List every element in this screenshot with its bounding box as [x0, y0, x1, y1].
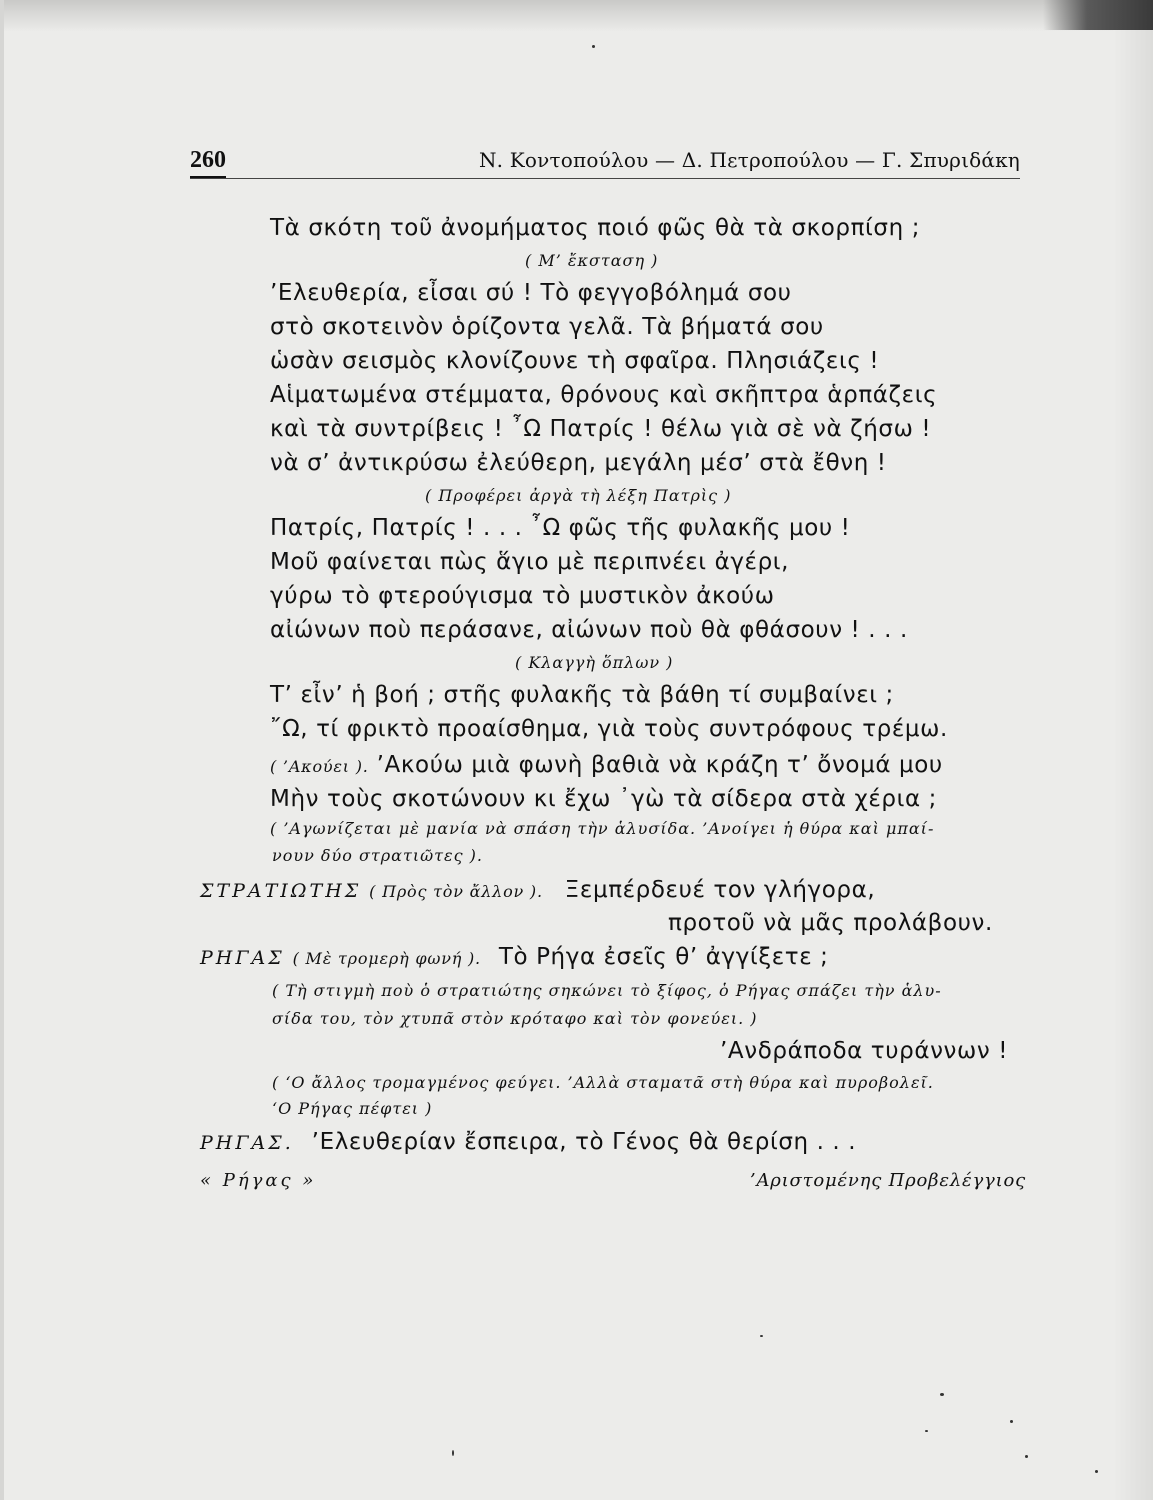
verse-line: γύρω τὸ φτερούγισμα τὸ μυστικὸν ἀκούω	[270, 583, 775, 609]
verse-line: ῎Ω, τί φρικτὸ προαίσθημα, γιὰ τοὺς συντρόφους τρέμω.	[270, 716, 948, 742]
dialogue-line	[200, 875, 875, 907]
stage-direction: ( Κλαγγὴ ὅπλων )	[515, 653, 674, 672]
dialogue-line	[200, 942, 829, 974]
stage-direction: ‘Ο Ρήγας πέφτει )	[272, 1099, 433, 1118]
page-number: 260	[190, 145, 226, 178]
speaker-name: ΡΗΓΑΣ	[200, 947, 285, 969]
scan-speck	[452, 1450, 454, 1456]
scan-speck	[760, 1335, 763, 1337]
header-rule	[190, 178, 1020, 179]
speaker-name: ΡΗΓΑΣ.	[200, 1132, 294, 1154]
scan-speck	[592, 45, 595, 48]
scan-corner-shadow	[1043, 0, 1153, 30]
speaker-name: ΣΤΡΑΤΙΩΤΗΣ	[200, 880, 362, 902]
stage-direction: νουν δύο στρατιῶτες ).	[272, 846, 483, 865]
stage-direction: σίδα του, τὸν χτυπᾶ στὸν κρόταφο καὶ τὸν φονεύει. )	[272, 1009, 758, 1028]
scan-speck	[940, 1393, 944, 1396]
dialogue-text: Τὸ Ρήγα ἐσεῖς θ’ ἀγγίξετε ;	[498, 944, 829, 970]
verse-line: Αἱματωμένα στέμματα, θρόνους καὶ σκῆπτρα ἁρπάζεις	[270, 382, 938, 408]
verse-line-with-direction	[270, 750, 943, 782]
verse-line: Μὴν τοὺς σκοτώνουν κι ἔχω ᾽γὼ τὰ σίδερα στὰ χέρια ;	[270, 786, 938, 812]
verse-line: αἰώνων ποὺ περάσανε, αἰώνων ποὺ θὰ φθάσουν ! . . .	[270, 617, 908, 643]
stage-direction: ( ’Αγωνίζεται μὲ μανία νὰ σπάση τὴν ἁλυσίδα. ’Ανοίγει ἡ θύρα καὶ μπαί-	[270, 819, 935, 838]
dialogue-text: ’Ελευθερίαν ἔσπειρα, τὸ Γένος θὰ θερίση . . .	[311, 1129, 857, 1155]
inline-stage-direction: ( ’Ακούει ).	[270, 757, 369, 776]
verse-line: ’Ελευθερία, εἶσαι σύ ! Τὸ φεγγοβόλημά σου	[270, 280, 792, 306]
stage-direction: ( Τὴ στιγμὴ ποὺ ὁ στρατιώτης σηκώνει τὸ ξίφος, ὁ Ρήγας σπάζει τὴν ἁλυ-	[272, 981, 942, 1000]
dialogue-text: Ξεμπέρδευέ τον γλήγορα,	[564, 877, 876, 903]
verse-line: ὡσὰν σεισμὸς κλονίζουνε τὴ σφαῖρα. Πλησιάζεις !	[270, 348, 880, 374]
stage-direction: ( ‘Ο ἄλλος τρομαγμένος φεύγει. ’Αλλὰ σταματᾶ στὴ θύρα καὶ πυροβολεῖ.	[272, 1073, 934, 1092]
verse-line: Μοῦ φαίνεται πὼς ἅγιο μὲ περιπνέει ἀγέρι,	[270, 549, 790, 575]
verse-line: στὸ σκοτεινὸν ὁρίζοντα γελᾶ. Τὰ βήματά σου	[270, 314, 824, 340]
scan-speck	[1025, 1455, 1028, 1458]
speaker-direction: ( Πρὸς τὸν ἄλλον ).	[369, 882, 543, 901]
dialogue-line	[200, 1127, 856, 1158]
verse-line: Τὰ σκότη τοῦ ἀνομήματος ποιό φῶς θὰ τὰ σκορπίση ;	[270, 215, 921, 241]
dialogue-line: ’Ανδράποδα τυράννων !	[720, 1038, 1009, 1064]
running-head: Ν. Κοντοπούλου — Δ. Πετροπούλου — Γ. Σπυριδάκη	[478, 148, 1020, 172]
verse-line: Πατρίς, Πατρίς ! . . . ῏Ω φῶς τῆς φυλακῆς μου !	[270, 515, 851, 541]
speaker-direction: ( Μὲ τρομερὴ φωνή ).	[292, 949, 481, 968]
scan-left-edge	[0, 0, 4, 1500]
verse-text: ’Ακούω μιὰ φωνὴ βαθιὰ νὰ κράζη τ’ ὄνομά μου	[376, 752, 943, 778]
scan-top-edge	[0, 0, 1153, 32]
author-name: ’Αριστομένης Προβελέγγιος	[749, 1170, 1026, 1191]
scan-speck	[1010, 1420, 1013, 1423]
stage-direction: ( Προφέρει ἀργὰ τὴ λέξη Πατρὶς )	[425, 486, 732, 505]
verse-line: Τ’ εἶν’ ἡ βοή ; στῆς φυλακῆς τὰ βάθη τί συμβαίνει ;	[270, 682, 894, 708]
page-header	[190, 145, 1020, 185]
dialogue-line: προτοῦ νὰ μᾶς προλάβουν.	[668, 910, 993, 936]
scan-right-edge	[1113, 30, 1153, 1500]
verse-line: καὶ τὰ συντρίβεις ! ῏Ω Πατρίς ! θέλω γιὰ σὲ νὰ ζήσω !	[270, 416, 932, 442]
scan-speck	[1095, 1470, 1098, 1473]
scan-speck	[925, 1430, 928, 1432]
verse-line: νὰ σ’ ἀντικρύσω ἐλεύθερη, μεγάλη μέσ’ στὰ ἔθνη !	[270, 450, 887, 476]
stage-direction: ( Μ’ ἔκσταση )	[525, 251, 659, 270]
source-title: « Ρήγας »	[200, 1170, 317, 1191]
